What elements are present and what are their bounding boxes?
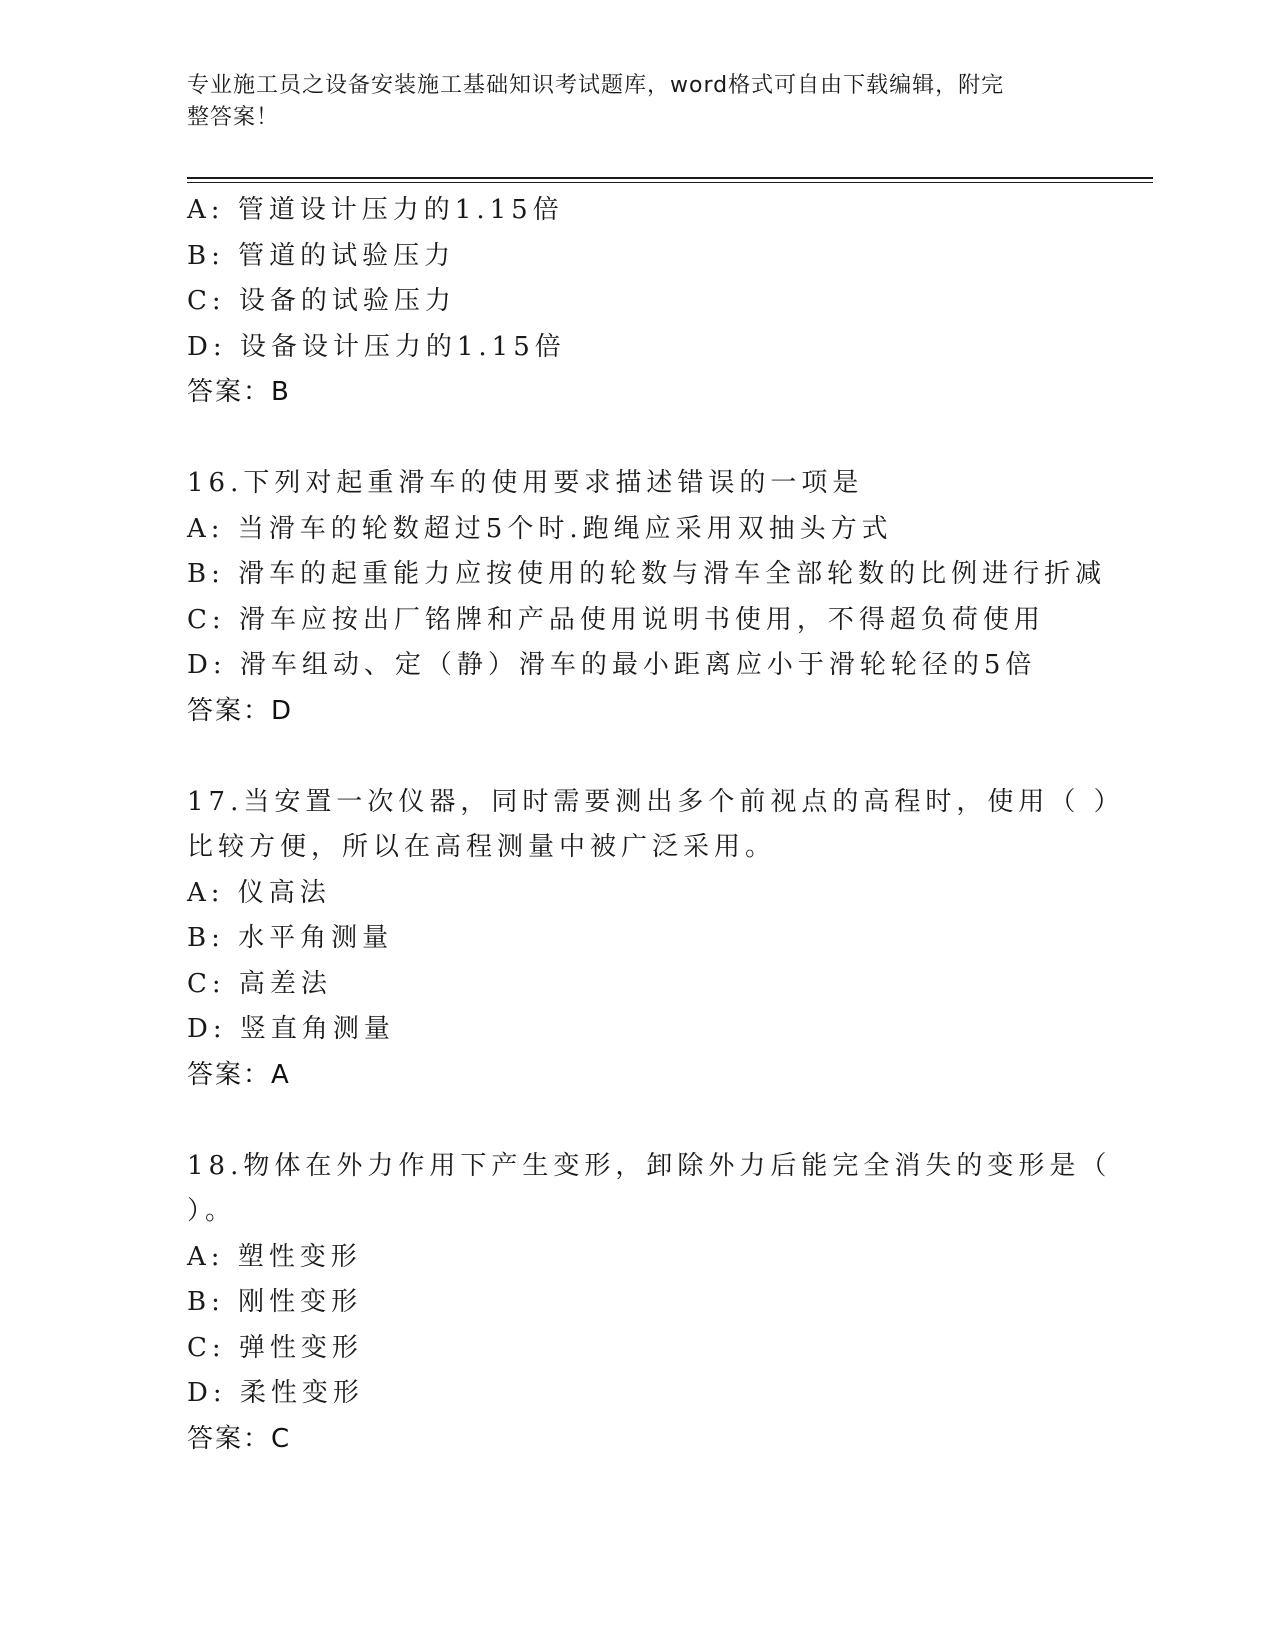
option-a: A: 仪高法: [187, 877, 331, 908]
header-divider-thin: [187, 182, 1153, 183]
answer-line: 答案：A: [187, 1059, 291, 1090]
option-b: B: 管道的试验压力: [187, 240, 456, 271]
option-b: B: 水平角测量: [187, 923, 394, 953]
spacer: [187, 1098, 1087, 1144]
question-text-line-1: 17.当安置一次仪器，同时需要测出多个前视点的高程时，使用（ ）: [187, 786, 1125, 817]
option-d: D: 竖直角测量: [187, 1014, 395, 1044]
header-line-2: 整答案！: [187, 105, 280, 130]
spacer: [187, 416, 1087, 462]
spacer: [187, 734, 1087, 780]
question-text: 16.下列对起重滑车的使用要求描述错误的一项是: [187, 468, 864, 498]
option-b: B: 刚性变形: [187, 1287, 363, 1317]
option-c: C: 滑车应按出厂铭牌和产品使用说明书使用，不得超负荷使用: [187, 604, 1045, 635]
question-block-16: [187, 461, 1107, 734]
question-text-line-2: ）。: [187, 1196, 237, 1226]
option-b: B: 滑车的起重能力应按使用的轮数与滑车全部轮数的比例进行折减: [187, 559, 1107, 589]
option-a: A: 当滑车的轮数超过5个时.跑绳应采用双抽头方式: [187, 513, 893, 544]
answer-line: 答案：C: [187, 1423, 292, 1454]
page-header: [187, 70, 1087, 134]
question-block-18: [187, 1144, 1112, 1463]
question-text-line-1: 18.物体在外力作用下产生变形，卸除外力后能完全消失的变形是（: [187, 1150, 1112, 1181]
answer-line: 答案：D: [187, 695, 294, 726]
option-a: A: 管道设计压力的1.15倍: [187, 195, 564, 225]
option-d: D: 设备设计压力的1.15倍: [187, 331, 566, 362]
header-line-1: 专业施工员之设备安装施工基础知识考试题库，word格式可自由下载编辑，附完: [187, 73, 1005, 98]
option-c: C: 设备的试验压力: [187, 286, 456, 316]
option-a: A: 塑性变形: [187, 1241, 362, 1272]
option-c: C: 弹性变形: [187, 1332, 363, 1363]
option-c: C: 高差法: [187, 968, 332, 999]
option-d: D: 滑车组动、定（静）滑车的最小距离应小于滑轮轮径的5倍: [187, 650, 1037, 680]
question-text-line-2: 比较方便，所以在高程测量中被广泛采用。: [187, 832, 777, 862]
header-divider-thick: [187, 177, 1153, 179]
question-list: [187, 188, 1125, 1462]
option-d: D: 柔性变形: [187, 1378, 364, 1408]
answer-line: 答案：B: [187, 377, 291, 407]
question-block-17: [187, 780, 1125, 1099]
question-block-15: [187, 188, 1087, 416]
